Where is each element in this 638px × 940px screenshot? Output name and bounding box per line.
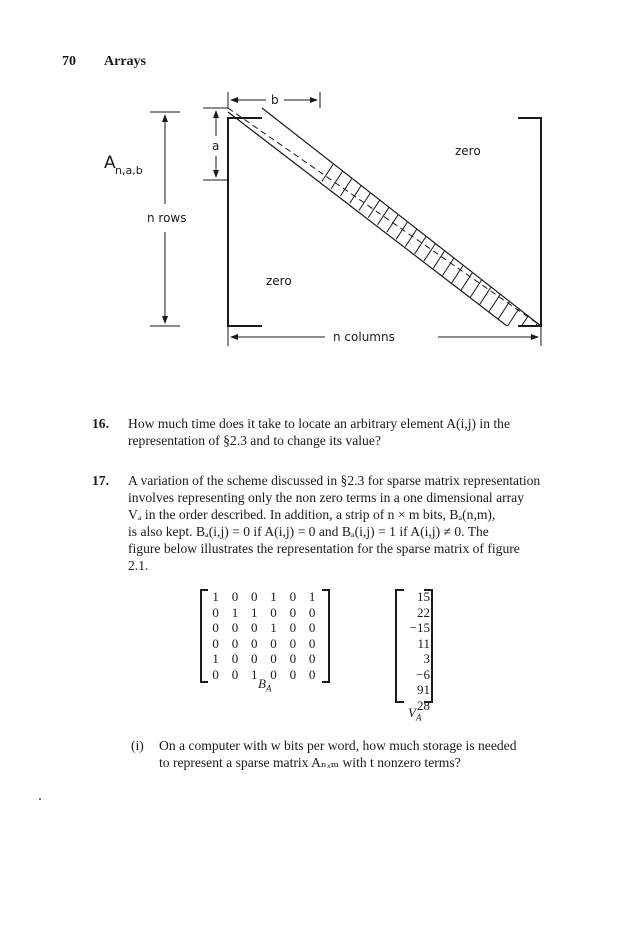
band-hatching: [225, 100, 638, 330]
hatch-line: [435, 100, 585, 330]
matrix-b-cell: 1: [270, 589, 277, 604]
matrix-b-cell: 0: [289, 589, 297, 604]
matrix-b-cell: 0: [212, 604, 219, 620]
matrix-b-row: [206, 651, 322, 667]
vector-v-subscript: A: [415, 712, 422, 723]
matrix-b-cell: 0: [270, 666, 277, 682]
matrix-b-row: [206, 605, 322, 621]
matrix-b-cell: 0: [250, 620, 258, 635]
text-line: representation of §2.3 and to change its value?: [128, 433, 381, 448]
hatch-line: [561, 100, 638, 330]
label-zero-upper: zero: [455, 144, 481, 158]
matrix-b-row: [206, 620, 322, 636]
matrix-b-label: [258, 676, 271, 694]
exercise-number: 16.: [92, 416, 109, 431]
vector-v-entry: −15: [409, 620, 430, 635]
text-line: 2.1.: [128, 558, 149, 573]
matrix-left-bracket: [228, 118, 262, 326]
matrix-b-cell: 0: [270, 651, 277, 666]
part-number: (i): [131, 738, 144, 753]
vector-v: [386, 589, 430, 713]
matrix-b-cell: 0: [289, 620, 297, 635]
text-line: is also kept. Bₐ(i,j) = 0 if A(i,j) = 0 and Bₐ(i,j) = 1 if A(i,j) ≠ 0. The: [128, 524, 489, 539]
hatch-line: [407, 100, 557, 330]
hatch-line: [575, 100, 638, 330]
matrix-b-row: [206, 589, 322, 605]
hatch-line: [519, 100, 638, 330]
matrix-b-row: [206, 636, 322, 652]
hatch-line: [281, 100, 431, 330]
text-line: involves representing only the non zero terms in a one dimensional array: [128, 490, 524, 505]
exercise-text: [128, 415, 558, 449]
matrix-b-name: B: [258, 676, 266, 691]
matrix-b-cell: 0: [270, 635, 277, 651]
matrix-b-cell: 1: [212, 589, 219, 604]
hatch-line: [491, 100, 638, 330]
hatch-line: [547, 100, 638, 330]
matrix-b-cell: 0: [231, 635, 239, 651]
matrix-b-cell: 1: [231, 604, 239, 620]
matrix-b-cell: 0: [212, 620, 219, 635]
matrix-b-cell: 0: [308, 635, 316, 651]
hatch-line: [225, 100, 375, 330]
matrix-b-cell: 0: [231, 651, 239, 666]
page-number: 70: [62, 54, 76, 69]
vector-v-label: [408, 705, 421, 723]
chapter-title: Arrays: [104, 54, 146, 69]
hatch-line: [253, 100, 403, 330]
vector-v-entry: 11: [417, 635, 430, 651]
matrix-b-cell: 0: [250, 589, 258, 604]
part-text: [159, 737, 589, 771]
vector-v-entry: 22: [417, 604, 430, 620]
matrix-b-cell: 1: [250, 604, 258, 620]
label-n-columns: n columns: [333, 330, 395, 344]
matrix-b-cell: 0: [231, 620, 239, 635]
matrix-b-cell: 0: [250, 651, 258, 666]
matrix-b-cell: 0: [289, 604, 297, 620]
text-line: A variation of the scheme discussed in §2.3 for sparse matrix representation: [128, 473, 541, 488]
matrix-b-cell: 0: [289, 651, 297, 666]
hatch-line: [365, 100, 515, 330]
matrix-b-cell: 0: [231, 666, 239, 682]
matrix-b-cell: 0: [212, 635, 219, 651]
vector-v-entry: 28: [417, 697, 430, 713]
matrix-right-bracket: [518, 118, 541, 326]
matrix-b-cell: 0: [308, 620, 316, 635]
matrix-b-cell: 0: [308, 604, 316, 620]
matrix-b: [206, 589, 322, 682]
stray-mark: [39, 798, 41, 800]
hatch-line: [449, 100, 599, 330]
exercise-number: 17.: [92, 473, 109, 488]
matrix-b-cell: 1: [250, 666, 258, 682]
vector-v-entry: 3: [423, 651, 430, 666]
label-a: a: [212, 139, 220, 153]
label-zero-lower: zero: [266, 274, 292, 288]
hatch-line: [477, 100, 627, 330]
hatch-line: [533, 100, 638, 330]
matrix-b-subscript: A: [265, 683, 272, 694]
matrix-b-cell: 1: [308, 589, 316, 604]
matrix-b-cell: 1: [270, 620, 277, 635]
vector-v-entry: −6: [416, 666, 430, 682]
matrix-b-cell: 1: [212, 651, 219, 666]
exercise-text: [128, 472, 558, 574]
hatch-line: [309, 100, 459, 330]
hatch-line: [463, 100, 613, 330]
matrix-b-cell: 0: [212, 666, 219, 682]
matrix-b-cell: 0: [250, 635, 258, 651]
band-diagonal-dashed: [228, 108, 541, 326]
hatch-line: [351, 100, 501, 330]
matrix-b-cell: 0: [308, 651, 316, 666]
text-line: to represent a sparse matrix Aₙₓₘ with t nonzero terms?: [159, 755, 461, 770]
hatch-line: [505, 100, 638, 330]
hatch-line: [267, 100, 417, 330]
label-A: A: [104, 153, 116, 173]
vector-v-name: V: [408, 705, 416, 720]
label-b: b: [271, 93, 279, 107]
hatch-line: [379, 100, 529, 330]
matrix-b-cell: 0: [270, 604, 277, 620]
matrix-b-cell: 0: [308, 666, 316, 682]
text-line: figure below illustrates the representation for the sparse matrix of figure: [128, 541, 520, 556]
matrix-b-cell: 0: [231, 589, 239, 604]
hatch-line: [239, 100, 389, 330]
matrix-b-right-bracket: [322, 590, 329, 682]
text-line: How much time does it take to locate an arbitrary element A(i,j) in the: [128, 416, 511, 431]
vector-v-entry: 91: [417, 682, 430, 697]
band-matrix-figure: [0, 0, 638, 400]
matrix-b-cell: 0: [289, 635, 297, 651]
vector-v-entry: 15: [417, 589, 430, 604]
hatch-line: [295, 100, 445, 330]
hatch-line: [421, 100, 571, 330]
label-A-subscript: n,a,b: [115, 164, 143, 177]
band-upper-edge: [262, 108, 541, 326]
hatch-line: [337, 100, 487, 330]
text-line: Vₐ in the order described. In addition, a strip of n × m bits, Bₐ(n,m),: [128, 507, 496, 522]
label-n-rows: n rows: [147, 211, 187, 225]
text-line: On a computer with w bits per word, how much storage is needed: [159, 738, 517, 753]
matrix-b-cell: 0: [289, 666, 297, 682]
